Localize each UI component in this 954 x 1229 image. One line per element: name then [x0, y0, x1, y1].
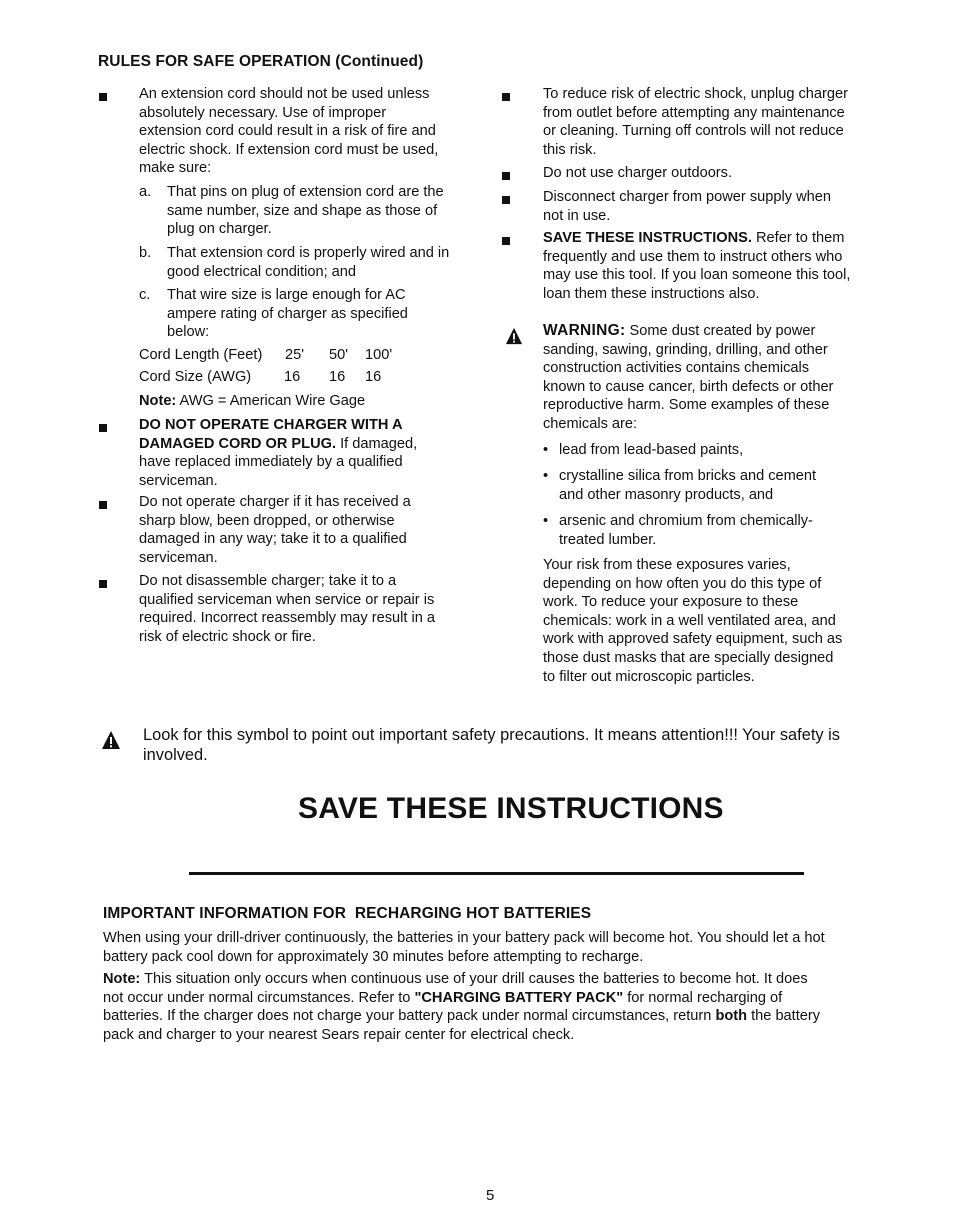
unplug-paragraph: To reduce risk of electric shock, unplug charger from outlet before attempting any maintenance or cleaning. Turning off controls will not reduce this risk. [543, 86, 848, 158]
warning-triangle-icon [505, 327, 523, 345]
bullet-square [99, 580, 107, 588]
damaged-cord-paragraph: DO NOT OPERATE CHARGER WITH A DAMAGED CORD OR PLUG. If damaged, have replaced immediately by a qualified serviceman. [139, 417, 418, 489]
bullet-dot-icon: • [543, 442, 549, 458]
bullet-dot-icon: • [543, 513, 549, 529]
extension-cord-paragraph: An extension cord should not be used unless absolutely necessary. Use of improper extension cord could result in a risk of fire and electric shock. If extension cord must be used, make sure: [139, 86, 439, 177]
warning-label: WARNING: [543, 322, 626, 339]
hot-batteries-paragraph: When using your drill-driver continuously, the batteries in your battery pack will become hot. You should let a hot battery pack cool down for approximately 30 minutes before attempting to recharge. [103, 930, 825, 965]
page-number: 5 [486, 1187, 495, 1204]
disconnect-paragraph: Disconnect charger from power supply when not in use. [543, 189, 831, 224]
cord-length-row: Cord Length (Feet) 25' 50' 100' [139, 347, 393, 363]
list-item: • crystalline silica from bricks and cement and other masonry products, and [543, 468, 817, 503]
bullet-square [99, 93, 107, 101]
section-heading-hot-batteries: IMPORTANT INFORMATION FOR RECHARGING HOT BATTERIES [103, 905, 592, 922]
warning-paragraph: WARNING: Some dust created by power sanding, sawing, grinding, drilling, and other construction activities contains chemicals known to cause cancer, birth defects or other reproductive harm. Some examples of these chemicals are: [543, 322, 834, 432]
outdoors-paragraph: Do not use charger outdoors. [543, 165, 733, 181]
bullet-square [502, 196, 510, 204]
divider [189, 872, 804, 875]
section-heading-rules: RULES FOR SAFE OPERATION (Continued) [98, 53, 424, 70]
bullet-square [502, 237, 510, 245]
bullet-square [502, 93, 510, 101]
list-item: • arsenic and chromium from chemically- treated lumber. [543, 513, 813, 548]
bullet-square [99, 501, 107, 509]
bullet-dot-icon: • [543, 468, 549, 484]
awg-note: Note: AWG = American Wire Gage [139, 393, 366, 409]
sharp-blow-paragraph: Do not operate charger if it has received a sharp blow, been dropped, or otherwise damaged in any way; take it to a qualified serviceman. [139, 494, 411, 566]
sub-item-b: b. That extension cord is properly wired and in good electrical condition; and [139, 245, 450, 280]
bullet-square [502, 172, 510, 180]
sub-item-a: a. That pins on plug of extension cord are the same number, size and shape as those of plug on charger. [139, 184, 444, 238]
bullet-square [99, 424, 107, 432]
list-item: • lead from lead-based paints, [543, 442, 744, 458]
exposure-paragraph: Your risk from these exposures varies, depending on how often you do this type of work. To reduce your exposure to these chemicals: work in a well ventilated area, and work with approved safety equipment, such as those dust masks that are specially designed to filter out microscopic particles. [543, 557, 843, 685]
warning-triangle-icon [101, 730, 121, 750]
page-title: SAVE THESE INSTRUCTIONS [298, 792, 724, 825]
cord-size-row: Cord Size (AWG) 16 16 16 [139, 369, 382, 385]
disassemble-paragraph: Do not disassemble charger; take it to a qualified serviceman when service or repair is required. Incorrect reassembly may result in a risk of electric shock or fire. [139, 573, 436, 645]
save-instructions-paragraph: SAVE THESE INSTRUCTIONS. Refer to them frequently and use them to instruct others who may use this tool. If you loan someone this tool, loan them these instructions also. [543, 230, 851, 302]
sub-item-c: c. That wire size is large enough for AC ampere rating of charger as specified below: [139, 287, 408, 341]
hot-batteries-note: Note: This situation only occurs when continuous use of your drill causes the batteries to become hot. It does not occur under normal circumstances. Refer to "CHARGING BATTERY PACK" for normal recharging of batteries. If the charger does not charge your battery pack under normal circumstances, return both the battery pack and charger to your nearest Sears repair center for electrical check. [103, 971, 821, 1043]
symbol-explanation: Look for this symbol to point out important safety precautions. It means attention!!! Your safety is involved. [143, 726, 840, 764]
